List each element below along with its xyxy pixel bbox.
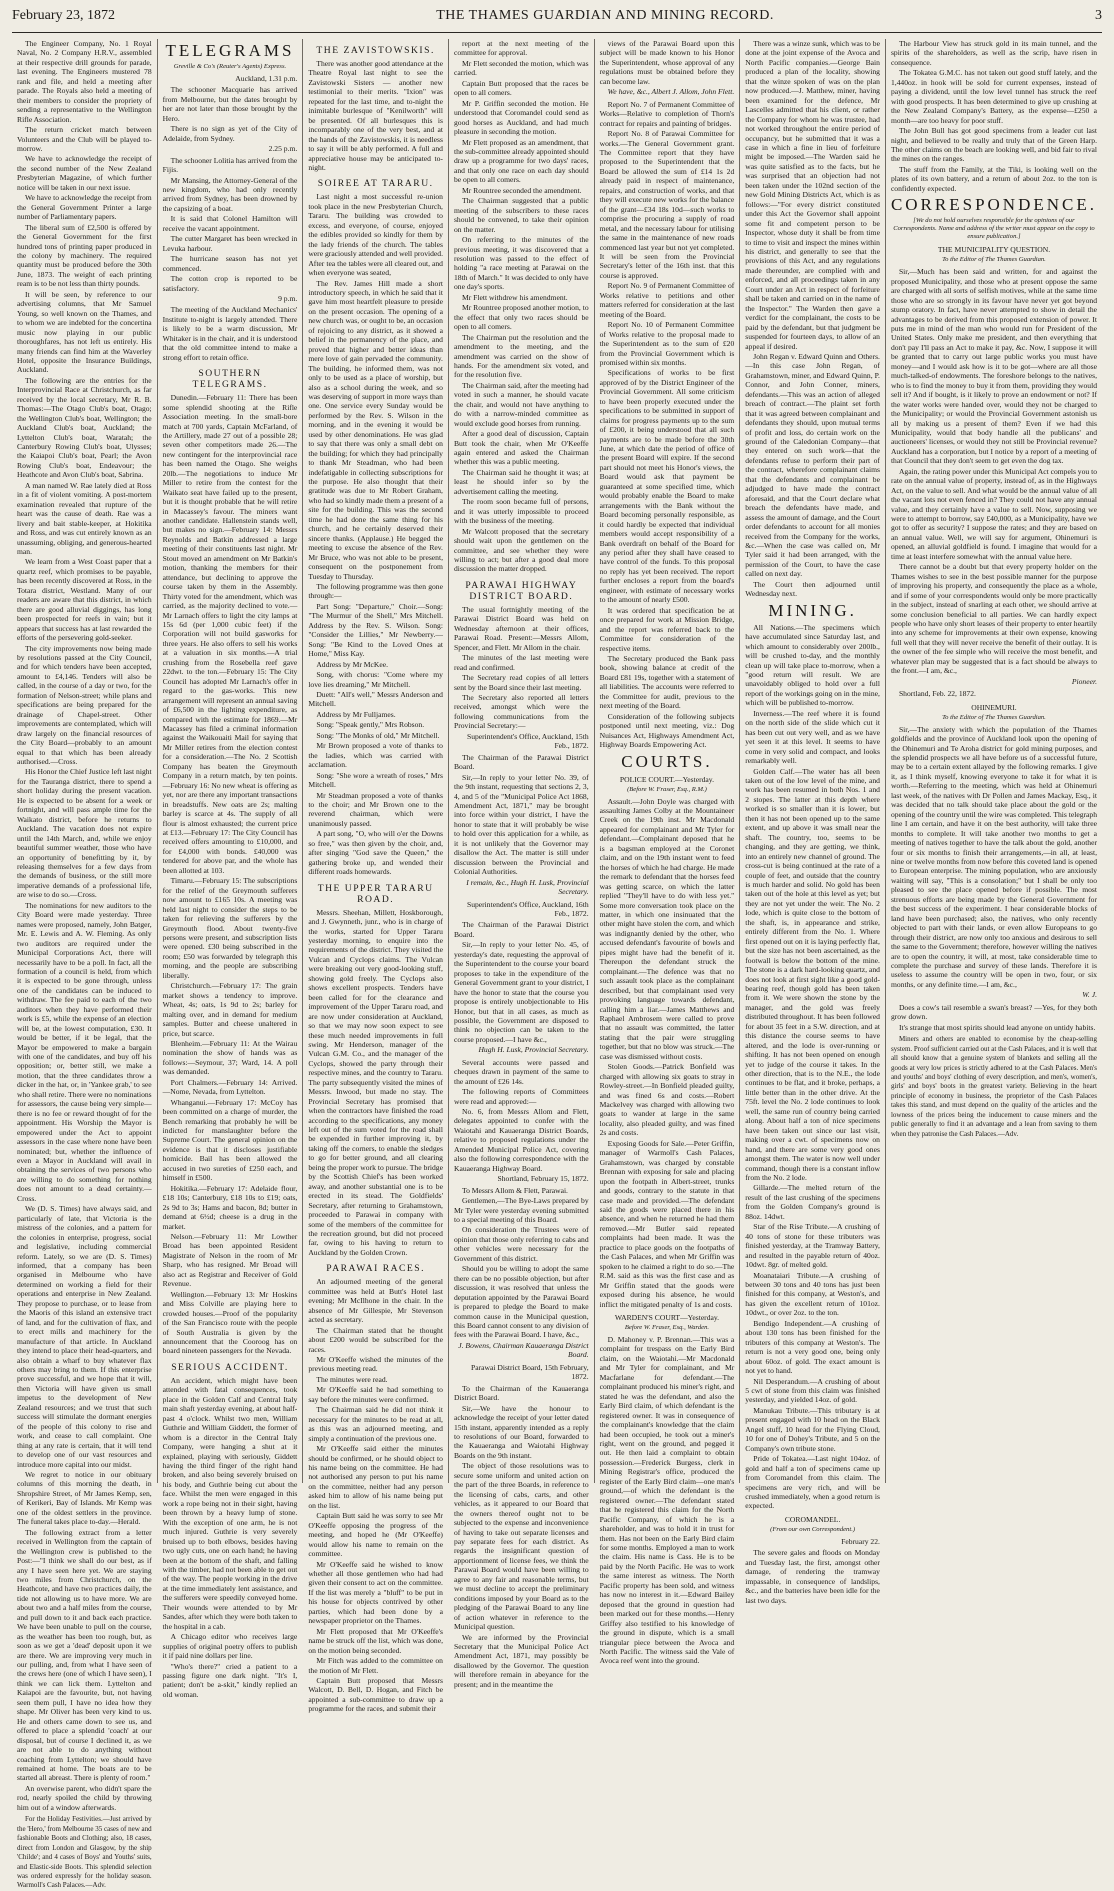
article-paragraph: Inverness.—The reef where it is found on the north side of the slide which cut it has been cut out very well, and as we have yet seen it at this level. It seems to have come in very solid and compact, and looks remarkably well. bbox=[745, 708, 880, 766]
article-paragraph: Hokitika.—February 17: Adelaide flour, £18 10s; Canterbury, £18 10s to £19; oats, 2s 9d to 3s; Hams and bacon, 8d; butter in demand at 6½d; cheese is a drug in the market. bbox=[162, 1183, 298, 1231]
article-paragraph: We regret to notice in our obituary columns of this morning the death, in Shropshire Street, of Mr James Kemp, sen, of Kerikeri, Bay of Islands. Mr Kemp was one of the oldest settlers in the province. The funeral takes place to-day.—Herald. bbox=[17, 1469, 152, 1527]
article-paragraph: The following are the entries for the Interprovincial Race at Christchurch, as far received by the local secretary, Mr R. B. Thomas:—The Otago Club's boat, Otago; the Wellington Club's boat, Wellington; the Auckland Club's boat, Auckland; the Lyttelton Club's boat, Waratah; the Canterbury Rowing Club's boat, Ulysses; the Kaiapoi Club's boat, Pearl; the Avon Rowing Club's boat, Endeavour; the Heathcote and Avon Club's boat, Sabrina. bbox=[17, 375, 152, 480]
article-paragraph: Mr Mansing, the Attorney-General of the new kingdom, who had only recently arrived from Sydney, has been drowned by the capsizing of a boat. bbox=[162, 175, 298, 213]
article-paragraph: Mr Walcott proposed that the secretary should wait upon the gentlemen on the committee, and see whether they were willing to act; but after a good deal more discussion the matter dropped. bbox=[453, 526, 589, 574]
article-paragraph: Sir,—We have the honour to acknowledge the receipt of your letter dated 15th instant, apparently intended as a reply to resolutions of our Board, forwarded to the Kauaeranga and Waiotahi Highway Boards on the 9th instant. bbox=[453, 1403, 589, 1460]
article-paragraph: Mr O'Keeffe wished the minutes of the previous meeting read. bbox=[308, 1355, 443, 1374]
article-paragraph: The Chairman of the Parawai District Board. bbox=[453, 920, 589, 939]
article-paragraph: Song: "Speak gently," Mrs Robson. bbox=[316, 720, 425, 730]
section-heading: COURTS. bbox=[621, 751, 713, 771]
article-paragraph: Part Song: "Departure," Choir.—Song: "The Murmur of the Shell," Mrs Mitchell. Address by the Rev. S. Wilson. Song: "Consider the Lillies," Mr Newberry.—Song: "Be Kind to the Loved Ones at Home," Miss Kay. bbox=[308, 601, 443, 659]
article-paragraph: Nelson.—February 11: Mr Lowther Broad has been appointed Resident Magistrate of Nelson in the room of Mr Sharp, who has resigned. Mr Broad will also act as Registrar and Receiver of Gold Revenue. bbox=[162, 1232, 298, 1289]
article-paragraph: Mr Rountree seconded the amendment. bbox=[461, 185, 582, 195]
article-paragraph: "Who's there?" cried a patient to a passing figure one dark night. "It's I, patient; don't be a-skit," kindly replied an old woman. bbox=[162, 1661, 298, 1699]
article-paragraph: Port Chalmers.—February 14: Arrived.—Nome, Nevada, from Lyttelton. bbox=[162, 1077, 298, 1097]
article-paragraph: The cutter Margaret has been wrecked in Levuka harbour. bbox=[162, 234, 298, 253]
article-paragraph: Consideration of the following subjects postponed until next meeting, viz.: Dog Nuisances Act, Highways Amendment Act, Highway Boards Empowering Act. bbox=[599, 711, 735, 750]
article-paragraph: The Engineer Company, No. 1 Royal Naval, No. 2 Company H.R.V., assembled at their respective drill grounds for parade, last evening. The Engineers mustered 78 rank and file, and held a meeting after parade. The Royals also held a meeting of their members to consider the propriety of sending a representative to the Wellington Rifle Association. bbox=[17, 39, 152, 124]
article-paragraph: Golden Calf.—The water has all been taken out of the low level of the mine, and work has been resumed in both Nos. 1 and 2 stopes. The latter at this depth where worked is so smaller than it is lower, but then it has not been opened up to the same extent, and up above it was small near the shaft. The country, too, seems to be changing, and they are getting, we think, into an entirely new channel of ground. The cross-cut is being continued at the rate of a couple of feet, and outside that the country is much harder and solid. No gold has been taken out of the hole at this level as yet; but they are not yet under the weir. The No. 2 lode, which is quite close to the bottom of the shaft, is, in appearance and strike, entirely different from the No. 1. Where first opened out on it is laying perfectly flat, but the size has not been ascertained, as the footwall is below the bottom of the mine. The stone is a dark hard-looking quartz, and does not look at first sight like a good gold-bearing reef, though gold has been taken from it. We were shown the stone by the manager, and the gold was freely distributed throughout. It has been followed for about 35 feet in a S.W. direction, and at this distance the course seems to have altered, and the lode is over-running or shifting. It has not been opened on enough yet to judge of the course it takes. In the other direction, that is to the N.E., the lode continues to be flat, and it broke, perhaps, a little better than in the other drive. At the 75ft. level the No. 2 lode continues to look well, the same run of country being carried along. About half a ton of nice specimens have been taken out since our last visit, making over a cwt. of specimens now on hand, and there are some very good ones amongst them. The water is now well under command, though there is a constant inflow from the No. 2 lode. bbox=[745, 766, 880, 1183]
article-paragraph: It is said that Colonel Hamilton will receive the vacant appointment. bbox=[162, 214, 298, 233]
article-paragraph: Last night a most successful re-union took place in the new Presbyterian Church, Tararu. The building was crowded to excess, and everyone, of course, enjoyed the edibles provided so kindly for them by the lady friends of the church. The tables were graciously attended and well provided. After tea the tables were all cleared out, and when everyone was seated, bbox=[308, 192, 443, 278]
article-paragraph: It's strange that most spirits should lead anyone on untidy habits. bbox=[898, 1022, 1096, 1032]
article-paragraph: The following programme was then gone through:— bbox=[308, 582, 443, 601]
section-heading: CORRESPONDENCE. bbox=[890, 195, 1097, 215]
article-paragraph: To Messrs Allom & Flett, Parawai. bbox=[461, 1185, 568, 1195]
article-paragraph: It was ordered that specification be at once prepared for work at Mission Bridge, and the report was referred back to the Committee for consideration of the respective items. bbox=[599, 605, 735, 653]
byline: (Before W. Fraser, Esq., R.M.) bbox=[627, 785, 707, 793]
article-heading: THE UPPER TARARU ROAD. bbox=[317, 882, 434, 905]
article-paragraph: There was another good attendance at the Theatre Royal last night to see the Zavistowski Sisters — another new testimonial to their merits. "Ixion" was repeated for the last time, and to-night the inimitable burlesque of "Kenilworth" will be presented. Of all burlesques this is incomparably one of the very best, and at the hands of the Zavistowskis, it is needless to say it will be ably performed. A full and appreciative house may be anticipated to-night. bbox=[308, 59, 443, 172]
article-paragraph: Captain Butt proposed that the races be open to all comers. bbox=[453, 78, 589, 98]
article-paragraph: Mr Steadman proposed a vote of thanks to the choir; and Mr Brown one to the reverend chairman, which were unanimously passed. bbox=[308, 790, 443, 828]
article-paragraph: Address by Mr McKee. bbox=[316, 659, 389, 669]
byline: Greville & Co's (Reuter's Agents) Express. bbox=[173, 63, 287, 70]
article-paragraph: Captain Butt proposed that Messrs Walcott, D. Bell, D. Hogan, and Fitch be appointed a sub-committee to draw up a programme for the races, and submit their bbox=[308, 1675, 443, 1714]
article-paragraph: After a good deal of discussion, Captain Butt took the chair, when Mr O'Keeffe again entered and asked the Chairman whether this was a public meeting. bbox=[453, 429, 589, 467]
article-heading: PARAWAI RACES. bbox=[326, 1263, 426, 1275]
article-paragraph: Star of the Rise Tribute.—A crushing of 40 tons of stone for these tributers was finished yesterday, at the Tramway Battery, and resulted in the payable return of 40oz. 10dwt. 8gr. of melted gold. bbox=[745, 1222, 880, 1270]
article-paragraph: On referring to the minutes of the previous meeting, it was discovered that a resolution was passed to the effect of holding "a race meeting at Parawai on the 18th of March." It was decided to only have one day's sports. bbox=[453, 235, 589, 292]
article-paragraph: Several accounts were passed and cheques drawn in payment of the same to the amount of £26 14s. bbox=[453, 1057, 589, 1086]
article-paragraph: On consideration the Trustees were of opinion that those only referring to cabs and other vehicles were necessary for the Government of this district. bbox=[453, 1225, 589, 1263]
article-paragraph: The John Bull has got good specimens from a leader cut last night, and believed to be really and truly that of the Green Harp. The other claims on the beach are looking well, and bid fair to rival the mines on the ranges. bbox=[890, 126, 1097, 164]
article-paragraph: Report No. 8 of Parawai Committee for works.—The General Government grant. The Committee report that they have proposed to the Superintendent that the Board be allowed the sum of £14 1s 2d already paid in respect of maintenance, repairs, and construction of works, and that they will execute new works for the balance of the grant—£34 18s 10d—such works to comprise the procuring a supply of road metal, and the necessary labour for utilising the same in the maintenance of new roads commenced last year but not yet completed. It will be seen from the Provincial Secretary's letter of the 16th inst. that this course is approved. bbox=[599, 129, 735, 280]
article-paragraph: Stolen Goods.—Patrick Bonfield was charged with allowing six goats to stray in Rowley-street.—In Bonfield pleaded guilty, and was fined 6s and costs.—Robert Mackelvey was charged with allowing two goats to wander at large in the same locality, also pleaded guilty, and was fined 2s and costs. bbox=[599, 1062, 735, 1138]
article-paragraph: Miners and others are enabled to economise by the cheap-selling system. Proof sufficient carried out at the Cash Palaces, and it is well that all should know that a genuine system of blankets and selling all the goods at very low prices is strictly adhered to at the Cash Palaces. Men's and youths' and boys' clothing of every description, and men's, women's, girls' and boys' boots in the greatest variety. Believing in the heart principle of economy in business, the proprietor of the Cash Palaces takes this stand, and must depend on the quality of the articles and the lowness of the prices being the inducement to cause miners and the public generally to find it an advantage and a lean from saving to them when they patronise the Cash Palaces.—Adv. bbox=[890, 1035, 1097, 1138]
column-2 bbox=[157, 39, 303, 1699]
article-paragraph: The minutes of the last meeting were read and confirmed. bbox=[453, 653, 589, 672]
article-paragraph: Report No. 7 of Permanent Committee of Works—Relative to completion of Thorn's contract for repairs and painting of bridges. bbox=[599, 99, 735, 128]
article-paragraph: Mr Brown proposed a vote of thanks to the ladies, which was carried with acclamation. bbox=[308, 741, 443, 770]
article-paragraph: Duett: "All's well," Messrs Anderson and Mitchell. bbox=[308, 690, 443, 709]
article-paragraph: For the Holiday Festivities.—Just arrived by the 'Hero,' from Melbourne 35 cases of new and fashionable Boots and Clothing; also, 18 cases, direct from London and Glasgow, by the ship 'Childe'; and 4 cases of Boys' and Youths' suits, and Elastic-side Boots. This splendid selection was ordered expressly for the holiday season. Warmoll's Cash Palaces.—Adv. bbox=[17, 1815, 152, 1890]
article-paragraph: Report No. 9 of Permanent Committee of Works relative to petitions and other matters referred for consideration at the last meeting of the Board. bbox=[599, 281, 735, 319]
article-heading: SERIOUS ACCIDENT. bbox=[171, 1361, 289, 1373]
article-paragraph: The Chairman said he thought it was; at least he should infer so by the advertisement calling the meeting. bbox=[453, 467, 589, 496]
article-paragraph: Mr Flett proposed that Mr O'Keeffe's name be struck off the list, which was done, on the motion being seconded. bbox=[308, 1626, 443, 1655]
article-paragraph: The Secretary read copies of all letters sent by the Board since their last meeting. bbox=[453, 673, 589, 692]
article-paragraph: The city improvements now being made by resolutions passed at the City Council, and for which tenders have been accepted, amount to £4,146. Tenders will also be called, in the course of a day or two, for the formation of Nelson-street; while plans and specifications are being prepared for the drainage of Chapel-street. Other improvements are contemplated, which will draw largely on the financial resources of the City Board—probably to an amount equal to that which has been already authorised.—Cross. bbox=[17, 643, 152, 766]
article-paragraph: The Secretary produced the Bank pass book, showing balance at credit of the Board £81 19s, together with a statement of all liabilities. The accounts were referred to the Committee for audit, previous to the next meeting of the Board. bbox=[599, 654, 735, 711]
byline: [We do not hold ourselves responsible for the opinions of our Correspondents. Name and address of the writer must appear on the copy to ensure publication.] bbox=[893, 217, 1095, 241]
article-paragraph: His Honor the Chief Justice left last night for the Tauranga district, there to spend a short holiday during the present vacation. He is expected to be absent for a week or fortnight, and will pass ample time for the Waikato district, before he returns to Auckland. The vacation does not expire until the 14th March, and, while we enjoy beautiful summer weather, those who have an opportunity of benefitting by it, by releasing themselves for a few days from the demands of business, or the still more imperative demands of a professional life, are wise to do so.—Cross. bbox=[17, 767, 152, 900]
article-paragraph: The nominations for new auditors to the City Board were made yesterday. Three names were proposed, namely, John Batger, Mr. E. Lewis and A. W. Fleming. As only two auditors are required under the Municipal Corporations Act, there will necessarily have to be a poll. In fact, all the formation of a council is held, from which it is expected to be gone through, unless one of the candidates can be induced to withdraw. The fee paid to each of the two auditors when they have performed their work is £5, while the expense of an election will be, at the lowest computation, £30. It would be better, if it be legal, that the Mayor be empowered to make a bargain with one of the candidates, and buy off his opposition; or, better still, we make a motion, that the three candidates throw a dicker in the hat, or, in 'Yankee grab,' to see who shall retire. There were no nominations for assessors, the cause being very simple—there is no fee or reward thought of for the appointment. His Worship the Mayor is empowered under the Act to appoint assessors in the case where none have been nominated; but, whether the influence of even a Mayor in Auckland will avail in obtaining the services of two persons who are willing to do something for nothing does not amount to a dead certainty.—Cross. bbox=[17, 900, 152, 1203]
article-paragraph: Mr P. Griffin seconded the motion. He understood that Coromandel could send as good horses as Auckland, and had much pleasure in seconding the motion. bbox=[453, 98, 589, 137]
article-paragraph: Blenheim.—February 11: At the Wairau nomination the show of hands was as follows:—Seymour, 37; Ward, 14. A poll was demanded. bbox=[162, 1038, 298, 1077]
article-paragraph: Mr Flett seconded the motion, which was carried. bbox=[453, 58, 589, 78]
article-paragraph: Timaru.—February 15: The subscriptions for the relief of the Greymouth sufferers now amount to £165 10s. A meeting was held last night to consider the steps to be taken for relieving the sufferers by the Greymouth flood. About twenty-five persons were present, and subscription lists were opened. £30 being subscribed in the room; £50 was forwarded by telegraph this morning, and the people are subscribing liberally. bbox=[162, 876, 298, 980]
column-4 bbox=[448, 39, 594, 1689]
article-paragraph: A part song, "O, who will o'er the Downs so free," was then given by the choir, and, after singing "God save the Queen," the gathering broke up, and wended their different roads homewards. bbox=[308, 829, 443, 877]
article-paragraph: Sir,—In reply to your letter No. 45, of yesterday's date, requesting the approval of the Superintendent to the course your board proposes to take in the expenditure of the General Government grant to your district, I have the honor to state that the course you propose is entirely unobjectionable to His Honor, but that in all cases, as much as possible, the Government are disposed to think no objection can be taken to the course proposed.—I have &c., bbox=[453, 940, 589, 1044]
article-paragraph: Song: "The Monks of old," Mr Mitchell. bbox=[316, 730, 440, 740]
article-paragraph: report at the next meeting of the committee for approval. bbox=[453, 39, 589, 58]
article-paragraph: Address by Mr Fulljames. bbox=[316, 709, 396, 719]
article-paragraph: The Harbour View has struck gold in its main tunnel, and the spirits of the shareholders, as well as the scrip, have risen in consequence. bbox=[890, 39, 1097, 67]
article-paragraph: Manukau Tribute.—This tributary is at present engaged with 10 head on the Black Angel stuff, 10 head for the Flying Cloud, 10 for one of Dohey's Tribute, and 5 on the Company's own tribute stone. bbox=[745, 1405, 880, 1453]
article-heading: PARAWAI HIGHWAY DISTRICT BOARD. bbox=[465, 579, 578, 602]
page-number: 3 bbox=[1095, 8, 1102, 23]
article-paragraph: The Rev. James Hill made a short introductory speech, in which he said that it gave him most heartfelt pleasure to preside on the present occasion. The opening of a new church was, or ought to be, an occasion of rejoicing to any district, as it showed a belief in the permanency of the place, and proved that higher and better ideas than mere love of gain pervaded the community. The building, he informed them, was not only to be used as a place of worship, but also as a school during the week, and so was deserving of support in more ways than one. One service every Sunday would be performed by the Rev. S. Wilson in the morning, and in the evening it would be used by other denominations. He was glad to say that there was only a small debt on the building; for which they had principally to thank Mr Steadman, who had been indefatigable in collecting subscriptions for the purpose. He also thought that their gratitude was due to Mr Robert Graham, who had so kindly made them a present of a site for the building. This was the second time he had done the same thing for his church, and he certainly deserved their sincere thanks. (Applause.) He begged the meeting to excuse the absence of the Rev. Mr Bruce, who was not able to be present, consequent on the postponement from Tuesday to Thursday. bbox=[308, 278, 443, 581]
dateline: 9 p.m. bbox=[278, 293, 298, 303]
byline: To the Editor of The Thames Guardian. bbox=[942, 256, 1046, 264]
article-paragraph: The return cricket match between Volunteers and the Club will be played to-morrow. bbox=[17, 125, 152, 153]
column-7 bbox=[885, 39, 1102, 1483]
columns bbox=[12, 39, 1102, 1890]
article-paragraph: Song: "She wore a wreath of roses," Mrs Mitchell. bbox=[308, 770, 443, 790]
column-3 bbox=[302, 39, 448, 1714]
sub-heading: WARDEN'S COURT—Yesterday. bbox=[614, 1313, 720, 1322]
article-paragraph: Captain Butt said he was sorry to see Mr O'Keeffe opposing the progress of the meeting, and hoped he (Mr O'Keeffe) would allow his name to remain on the committee. bbox=[308, 1511, 443, 1559]
masthead bbox=[12, 8, 1102, 28]
article-paragraph: Pride of Tokatea.—Last night 104oz. of gold and half a ton of specimens came up from Coromandel from this claim. The specimens are very rich, and will be crushed immediately, when a good return is expected. bbox=[745, 1454, 880, 1511]
article-paragraph: Should you be willing to adopt the same there can be no possible objection, but after discussion, it was resolved that unless the deputation appointed by the Parawai Board is prepared to pledge the Board to make common cause in the Municipal question, this Board cannot consent to any division of fees with the Parawai Board. I have, &c., bbox=[453, 1264, 589, 1340]
article-paragraph: The following reports of Committees were read and approved:— bbox=[453, 1087, 589, 1106]
article-paragraph: Mr O'Keeffe said he wished to know whether all those gentlemen who had had given their consent to act on the committee. If the list was merely a "bluff" to be put in his house for objects contrived by other parties, which had been done by a newspaper proprietor on the Thames. bbox=[308, 1559, 443, 1626]
article-paragraph: Again, the rating power under this Municipal Act compels you to rate on the annual value of property, instead of, as in the Highways Act, on the value to sell. And what would be the annual value of all the vacant lots not even fenced in? They could not have any annual value, and they certainly have a value to sell. Now, supposing we were to attempt to borrow, say £40,000, as a Municipality, have we got to offer as security? I suppose the rates; and they are based on an annual value. Well, we will say for argument, Ohinemuri is opened, an alluvial goldfield is found. I imagine that would for a time at least interfere somewhat with the annual value here. bbox=[890, 466, 1097, 561]
article-paragraph: The Chairman said, after the meeting had voted in such a manner, he should vacate the chair, and would not have anything to do with a narrow-minded committee as would exclude good horses from running. bbox=[453, 380, 589, 428]
signature: We have, &c., Albert J. Allom, John Flett. bbox=[607, 87, 735, 97]
article-paragraph: The schooner Macquarie has arrived from Melbourne, but the dates brought by her are not later than those brought by the Hero. bbox=[162, 85, 298, 123]
article-paragraph: Song, with chorus: "Come where my love lies dreaming," Mr Mitchell. bbox=[308, 670, 443, 689]
byline: To the Editor of The Thames Guardian. bbox=[942, 713, 1046, 721]
signature: I remain, &c., Hugh H. Lusk, Provincial Secretary. bbox=[466, 877, 589, 897]
article-paragraph: All Nations.—The specimens which have accumulated since Saturday last, and which amount to considerably over 200lb., will be crushed to-day, and the monthly clean up will take place to-morrow, when a "good return will result. We are unavoidably obliged to hold over a full report of the workings going on in the mine, which will be published to-morrow. bbox=[745, 622, 880, 708]
article-paragraph: Sir,—In reply to your letter No. 39, of the 9th instant, requesting that sections 2, 3, 4, and 5 of the "Municipal Police Act 1868, Amendment Act, 1871," may be brought into force within your district, I have the honor to state that it will probably be wise to hold over this application for a while, as it is not unlikely that the Governor may disallow the Act. The matter is still under discussion between the Provincial and Colonial Authorities. bbox=[453, 772, 589, 877]
article-paragraph: A man named W. Rae lately died at Ross in a fit of violent vomiting. A post-mortem examination revealed that rupture of the heart was the cause of death. Rae was a livery and bait stable-keeper, at Hokitika and Ross, and was cut entirely known as an unassuming, obliging, and generous-hearted man. bbox=[17, 480, 152, 557]
dateline: Shortland, February 15, 1872. bbox=[497, 1174, 589, 1184]
masthead-rule bbox=[12, 32, 1102, 33]
article-paragraph: Dunedin.—February 11: There has been some splendid shooting at the Rifle Association meeting. In the small-bore match at 700 yards, Captain McFarland, of the Artillery, made 27 out of a possible 28; seven other competitors made 26.—The new contingent for the interprovincial race has been named the Otago. She weighs 20lb.—The negotiations to induce Mr Miller to retire from the contest for the Waikato seat have failed up to the present, but it is thought probable that he will retire in Macassey's favour. The miners want another candidate. Hallenstein stands well, but makes no sign.—February 14: Messrs Reynolds and Batkin addressed a large meeting of their constituents last night. Mr Stout moved an amendment on Mr Batkin's motion, thanking the members for their attendance, but declining to approve the course taken by them in the Assembly. Thirty voted for the amendment, which was carried, as the majority declined to vote.—Mr Larnach offers to light the city lamps at 15s 6d (per 1,000 cubic feet) if the Corporation will not build gasworks for three years. He also offers to sell his works at a valuation in six months.—A trial crushing from the Rosebella reef gave 22dwt. to the ton.—February 15: The City Council has adopted Mr Larnach's offer in regard to the gas-works. This new arrangement will represent an annual saving of £6,500 in the lighting expenditure, as compared with the estimate for 1869.—Mr Macassey has filed a criminal information against the Waikouaiti Mail for saying that Mr Miller retires from the election contest for a consideration.—The No. 2 Scottish Company has beaten the Greymouth Company in a return match, by ten points.—February 16: No new wheat is offering as yet, nor are there any important transactions in breadstuffs. New oats are 2s; malting barley is scarce at 4s. The supply of all flour is almost exhausted; the current price at £13.—February 17: The City Council has received offers amounting to £10,000, and for £4,000 with bonds. £40,000 was tendered for above par, and the whole has been allotted at 103. bbox=[162, 393, 298, 875]
article-paragraph: Whanganui.—February 17: McCoy has been committed on a charge of murder, the Bench remarking that probably he will be indicted for manslaughter before the Supreme Court. The general opinion on the evidence is that it discloses justifiable homicide. Bail has been allowed the accused in two sureties of £250 each, and himself in £500. bbox=[162, 1097, 298, 1183]
article-paragraph: Bendigo Independent.—A crushing of about 130 tons has been finished for the tributers of this company at Weston's. The return is not a very good one, being only about 60oz. of gold. The exact amount is not yet to hand. bbox=[745, 1318, 880, 1376]
article-paragraph: A Chicago editor who receives large supplies of original poetry offers to publish it if paid nine dollars per line. bbox=[162, 1632, 298, 1661]
article-paragraph: Mr O'Keeffe said he had something to say before the minutes were confirmed. bbox=[308, 1385, 443, 1404]
column-1 bbox=[12, 39, 157, 1890]
article-heading: THE ZAVISTOWSKIS. bbox=[316, 45, 435, 56]
signature: J. Bowens, Chairman Kauaeranga District Board. bbox=[458, 1340, 589, 1360]
dateline: Auckland, 1.31 p.m. bbox=[235, 74, 298, 83]
article-paragraph: The Tokatea G.M.C. has not taken out good stuff lately, and the 1,440oz. in hook will be sold for current expenses, instead of paying a dividend, until the low level tunnel has struck the reef with good prospects. It has been determined to give up crushing at the New Zealand Company's Battery, as the expense—£250 a month—are too heavy for poor stuff. bbox=[890, 68, 1097, 125]
article-paragraph: We learn from a West Coast paper that a quartz reef, which promises to be payable, has been recently discovered at Ross, in the Totara district, Westland. Many of our readers are aware that this district, in which there are good alluvial diggings, has long been prospected for reefs in vain; but it appears that success has at last rewarded the efforts of the persevering gold-seeker. bbox=[17, 557, 152, 643]
article-paragraph: An accident, which might have been attended with fatal consequences, took place in the Golden Calf and Central Italy main shaft yesterday evening, at about half-past 4 o'clock. Whilst two men, William Guthrie and William Giddett, the former of whom is a director in the Central Italy Company, were hanging a shut at it explained, playing with seriously, Giddett having the third finger of the right hand broken, and also being severely bruised on his body, and Guthrie being cut about the face. Whilst the men were engaged in this work a rope being not in their sight, having been thrown by a heavy lump of stone. With the exception of one arm, he is not much injured. Guthrie is very severely bruised up to both elbows, besides having two ugly cuts, one on each hand; he having been at the bottom of the shaft, and falling with the timber, had not been able to get out of the way. The people working in the drive at the time immediately lent assistance, and the sufferers were speedily conveyed home. Their wounds were attended to by Mr Sandes, after which they were both taken to the hospital in a cab. bbox=[162, 1375, 298, 1631]
article-paragraph: Mr Fitch was added to the committee on the motion of Mr Flett. bbox=[308, 1656, 443, 1675]
article-heading: SOUTHERN TELEGRAMS. bbox=[192, 368, 268, 391]
article-paragraph: Mr Flett proposed as an amendment, that the sub-committee already appointed should draw up a programme for two days' races, and that only one race on each day should be open to all comers. bbox=[453, 137, 589, 185]
article-paragraph: The Chairman of the Parawai District Board. bbox=[453, 752, 589, 772]
dateline: Superintendent's Office, Auckland, 16th Feb., 1872. bbox=[466, 899, 589, 918]
article-paragraph: The Secretary also reported all letters received, amongst which were the following communications from the Provincial Secretary:— bbox=[453, 693, 589, 731]
issue-date: February 23, 1872 bbox=[12, 8, 116, 23]
article-paragraph: The hurricane season has not yet commenced. bbox=[162, 254, 298, 273]
newspaper-title: THE THAMES GUARDIAN AND MINING RECORD. bbox=[436, 8, 774, 23]
sub-heading: COROMANDEL. bbox=[784, 1514, 841, 1524]
article-paragraph: No. 6, from Messrs Allom and Flett, delegates appointed to confer with the Waiotahi and Kauaeranga District Boards, relative to proposed regulations under the Amended Municipal Police Act, covering also the following correspondence with the Kauaeranga Highway Board. bbox=[453, 1107, 589, 1173]
article-paragraph: Sir,—The anxiety with which the population of the Thames goldfields and the province of Auckland look upon the opening of the Ohinemuri and Te Aroha district for gold mining purposes, and the splendid prospects we all have before us of a successful future, may be to a certain extent allayed by the following remarks. I give it, as I think myself, knowing everyone to take it for what it is worth.—Referring to the meeting, which was held at Ohinemuri last week, of the natives with Dr Pollen and James Mackay, Esq., it was decided that no talk should take place about the gold or the opening of the country until the wire was completed. This telegraph line I am certain, and have it on the best authority, will take three months to complete. It will take another two months to get a meeting of natives together to have the talk about the gold, another four or six months to finish their arrangements,—in all, at least, nine or twelve months from now before this coveted land is opened to European enterprise. The mining population, who are anxiously waiting will say, "This is a consolation;" but I shall be only too pleased to see the place opened before if possible. The most strenuous efforts are being made by the General Government for the best success of the experiment. I hear considerable blocks of land have been purchased; also, the natives, who only recently objected to part with their lands, or even allow Europeans to go through their district, are now only too anxious and desirous to sell the same to the Government; therefore, however willing the natives are to open the country, it will, at most, take considerable time to complete the purchase and survey of these lands. Therefore it is useless to assume the country will be open in two, four, or six months, or any definite time.—I am, &c., bbox=[890, 724, 1097, 989]
dateline: 2.25 p.m. bbox=[268, 144, 298, 154]
article-paragraph: To the Chairman of the Kauaeranga District Board. bbox=[453, 1383, 589, 1403]
article-paragraph: views of the Parawai Board upon this subject will be made known to his Honor the Superintendent, whose approval of any regulations must be obtained before they can become law. bbox=[599, 39, 735, 86]
article-paragraph: Mr O'Keeffe said either the minutes should be confirmed, or he should object to his name being on the committee. He had not authorised any person to put his name on the committee, neither had any person asked him to allow of his name being put on the list. bbox=[308, 1444, 443, 1510]
article-paragraph: D. Mahoney v. P. Brennan.—This was a complaint for trespass on the Early Bird claim, on the Waiotahi.—Mr Macdonald and Mr Tyler for complainant, and Mr Macfarlane for defendant.—The complainant produced his miner's right, and stated he was the defendant, and also the Early Bird claim, of which defendant is the registered owner. It was in consequence of the complainant's knowledge that the claim had been occupied, he took out a miner's right, went on the ground, and pegged it out. He then laid a complaint to obtain possession.—Frederick Burgess, clerk in Mining Registrar's office, produced the register of the Early Bird claim—one man's ground,—of which the defendant is the registered owner.—The defendant stated that he registered this claim for the North Pacific Company, of which he is a shareholder, and was to hold it in trust for them. Has not been on the Early Bird claim for some months. Employed a man to work the claim. His name is Cass. He is to be paid by the North Pacific. He was to work the same interest as witness. The North Pacific property has been sold, and witness has now no interest in it.—Edward Bailey deposed that the ground in question had been marked out for these months.—Henry Griffey also testified to his knowledge of the ground in dispute, which is a small triangular piece between the Avoca and North Pacific. The witness said the Vale of Avoca reef went into the ground. bbox=[599, 1335, 735, 1666]
article-paragraph: The following extract from a letter received in Wellington from the captain of the Wellington crew is published to the Post:—"I think we shall do our best, as if any I have seen here yet. We are staying two miles from Christchurch, on the Heathcote, and have two practices daily, the tide not allowing us to have more. We are about two and a half miles from the course, and pull down to it and back each practice. We have been unable to pull on the course, as the weather has been too rough, but, as soon as we get a 'dead' deposit upon it we are there. We are improving very much in our pulling, and, from what I have seen of the crews here (one of which I have seen), I think we can lick them. Lyttelton and Kaiapoi are the favourite, but, not having seen them pull, I have no idea how they shape. Mr Oliver has been very kind to us. He and others came down to see us, and offered to place a splendid 'coach' at our disposal, but of course I declined it, as we are not able to do anything without coaching from Lyttelton; we should have remained at home. The boats are to be started all abreast. There is plenty of room." bbox=[17, 1527, 152, 1783]
signature: W. J. bbox=[1082, 990, 1097, 1000]
article-paragraph: John Regan v. Edward Quinn and Others.—In this case John Regan, of Grahamstown, miner, and Edward Quinn, P. Connor, and John Conner, miners, defendants.—This was an action of alleged breach of contract.—The plaint set forth that it was agreed between complainant and defendants they should, upon mutual terms of profit and loss, do certain work on the ground of the Caledonian Company—that they entered on such work—that the defendants refuse to perform their part of the contract, wherefore complainant claims that the defendants and complainant be adjudged to have made the contract aforesaid, and that the Court declare what breach the defendants have made, and assess the amount of damage, and the Court order defendants to account for all monies received from the Company for the works, &c.—When the case was called on, Mr Tyler said it had been arranged, with the permission of the Court, to have the case called on next day. bbox=[745, 351, 880, 579]
article-paragraph: The cotton crop is reported to be satisfactory. bbox=[162, 274, 298, 293]
dateline: February 22. bbox=[841, 1536, 880, 1546]
article-paragraph: Sir,—Much has been said and written, for and against the proposed Municipality, and those who at present oppose the same are charged with all sorts of selfish motives, while at the same time those who are so strongly in its favour have never yet got beyond stump oratory. In fact, have never attempted to show in detail the advantages to be derived from this proposed extension of power. It puts me in mind of the man who would run for President of the United States. Only make me president, and then everything that don't pay I'll pass an Act to make it pay, &c. Now, I suppose it will be granted that to carry out large public works you must have money—and I would ask how is it to be got—where are all those much-talked-of endowments. The foreshore belongs to the natives, who is to find the money to buy it from them, providing they would sell it? And if bought, is it likely to prove an endowment or not? If the water works were handed over, would they not be charged to the Municipality; or would the Provincial Government astonish us all by making us a present of them? Even if we had this Municipality, would that body handle all the publicans' and auctioneers' licenses, or would they not still be Provincial revenue? Auckland has a corporation, but I notice by a report of a meeting of that Council that they don't seem to get even the dog tax. bbox=[890, 267, 1097, 466]
article-paragraph: Gillarde.—The melted return of the result of the last crushing of the specimens from the Golden Company's ground is 88oz. 14dwt. bbox=[745, 1183, 880, 1221]
article-paragraph: Messrs. Sheehan, Millett, Hoskborough, and J. Gwynneth, junr., who is in charge of the works, started for Upper Tararu yesterday morning, to enquire into the requirements of the district. They visited the Vulcan and Cyclops claims. The Vulcan were breaking out very good-looking stuff, showing gold freely. The Cyclops also shows excellent prospects. Tenders have been called for for the clearance and improvement of the Upper Tararu road, and are now under consideration at Auckland, so that we may now soon expect to see these much needed improvements in full swing. Mr Henderson, manager of the Vulcan G.M. Co., and the manager of the Cyclops, showed the party through their respective mines, and the country to Tararu. The party subsequently visited the mines of Messrs. Inwood, but made no stay. The Provincial Secretary has promised that when the contractors have finished the road according to the specifications, any money left out of the sum voted for the road shall be expended in further improving it, by taking off the corners, to enable the sledges to go for better ground, and all clearing being the proper work to pursue. The bridge by the Scottish Chief's has been worked away, and another substantial one is to be erected in its stead. The Goldfields' Secretary, after returning to Grahamstown, proceeded to Parawai in company with some of the members of the committee for the recreation ground, but did not proceed far, owing to his having to return to Auckland by the Golden Crown. bbox=[308, 907, 443, 1257]
article-paragraph: Does a cow's tail resemble a swan's breast? —Yes, for they both grow down. bbox=[890, 1002, 1097, 1022]
article-paragraph: The Chairman said he did not think it necessary for the minutes to be read at all, as this was an adjourned meeting, and simply a continuation of the previous one. bbox=[308, 1405, 443, 1443]
sub-heading: THE MUNICIPALITY QUESTION. bbox=[937, 245, 1051, 255]
article-paragraph: The usual fortnightly meeting of the Parawai District Board was held on Wednesday afternoon at their offices, Parawai Road. Present:—Messrs Allom, Spencer, and Flett. Mr Allom in the chair. bbox=[453, 604, 589, 652]
article-paragraph: Shortland, Feb. 22, 1872. bbox=[898, 689, 976, 699]
article-paragraph: Report No. 10 of Permanent Committee of Works relative to the proposal made to the Superintendent as to the sum of £20 from the Provincial Government which is promised within six months. bbox=[599, 320, 735, 367]
article-paragraph: The minutes were read. bbox=[316, 1374, 388, 1384]
article-paragraph: Assault.—John Doyle was charged with assaulting James Colby at the Mountaineer Creek on the 19th inst. Mr Macdonald appeared for complainant and Mr Tyler for defendant.—Complainant deposed that he is a bagsman employed at the Coronet claim, and on the 19th instant went to feed the horses of which he had charge. He made the remark to defendant that the horses feed was getting scarce, on which the latter replied "They'll have to do with less yet." Some more conversation took place on the matter, in which one insinuated that the other might have stolen the corn, and which was indignantly denied by the other, who accused defendant's favourite of bowls and pipes might have had the benefit of it. Thereupon the defendant struck the complainant.—The defence was that no such assault took place as the complainant described, but that complainant used very provoking language towards defendant, calling him a liar.—James Matthews and Raphael Ambrosem were called to prove that no assault was committed, the latter stating that the pair were struggling together, but that no blow was struck.—The case was dismissed without costs. bbox=[599, 796, 735, 1061]
article-paragraph: The stuff from the Family, at the Tiki, is looking well on the plates of its own battery, and a return of about 2oz. to the ton is confidently expected. bbox=[890, 164, 1097, 193]
article-paragraph: The meeting of the Auckland Mechanics' Institute to-night is largely attended. There is likely to be a warm discussion, Mr Whitaker is in the chair, and it is understood that the old committee intend to make a strong effort to retain office. bbox=[162, 305, 298, 362]
article-paragraph: There cannot be a doubt but that every property holder on the Thames wishes to see in the best possible manner for the purpose of improving his property, and consequently the place as a whole, and if some of your correspondents would only be more practically in the subject, instead of snarling at each other, we should arrive at some conclusion beneficial to all parties. We can hardly expect people who have only short leases of their property to enter heartily into any scheme for improvements at their own expense, knowing full well that they will never receive the benefit of their outlay. It is the owner of the fee simple who will receive the most benefit, and whatever plan may be suggested that is a fact should be always to the front.—I am, &c., bbox=[890, 562, 1097, 676]
section-heading: TELEGRAMS bbox=[165, 41, 295, 60]
dateline: Superintendent's Office, Auckland, 15th Feb., 1872. bbox=[466, 731, 589, 751]
article-paragraph: The Chairman stated that he thought about £200 would be subscribed for the races. bbox=[308, 1325, 443, 1354]
article-paragraph: The Court then adjourned until Wednesday next. bbox=[745, 579, 880, 599]
article-paragraph: Wellington.—February 13: Mr Hoskins and Miss Colville are playing here to crowded houses.—Proof of the popularity of the San Francisco route with the people of South Australia is given by the announcement that the Cooroog has on board nineteen passengers for the Nevada. bbox=[162, 1289, 298, 1356]
article-paragraph: It will be seen, by reference to our advertising columns, that Mr Samuel Young, so well known on the Thames, and to whom we are indebted for the concertina music now playing in our public thoroughfares, has not left us entirely. His many friends can find him at the Waverley Hotel, opposite the Insurance Buildings, Auckland. bbox=[17, 289, 152, 375]
article-paragraph: There is no sign as yet of the City of Adelaide, from Sydney. bbox=[162, 124, 298, 143]
article-paragraph: The severe gales and floods on Monday and Tuesday last, the first, amongst other damage, of rendering the tramway impassable, in consequence of landslips, &c., and the batteries have been idle for the last two days. bbox=[745, 1548, 880, 1605]
article-paragraph: Mr Flett withdrew his amendment. bbox=[461, 292, 568, 302]
article-paragraph: The Chairman put the resolution and the amendment to the meeting, and the amendment was carried on the show of hands. For the amendment six voted, and for the resolution five. bbox=[453, 332, 589, 380]
sub-heading: POLICE COURT.—Yesterday. bbox=[619, 774, 715, 784]
section-heading: MINING. bbox=[768, 600, 857, 620]
dateline: Parawai District Board, 15th February, 1872. bbox=[471, 1362, 589, 1382]
column-6 bbox=[739, 39, 885, 1605]
signature: Hugh H. Lusk, Provincial Secretary. bbox=[478, 1045, 589, 1055]
article-paragraph: We have to acknowledge the receipt from the General Government Printer a large number of Parliamentary papers. bbox=[17, 193, 152, 222]
byline: Before W. Fraser, Esq., Warden. bbox=[624, 1324, 710, 1331]
article-paragraph: Moanataiari Tribute.—A crushing of between 30 tons and 40 tons has just been finished for this company, at Weston's, and has given the excellent return of 101oz. 10dwt., or over 2oz. to the ton. bbox=[745, 1270, 880, 1318]
article-paragraph: The liberal sum of £2,500 is offered by the General Government for the first hundred tons of printing paper produced in the colony by machinery. The required quantity must be produced before the 30th June, 1873. The weight of each printing ream is to be not less than thirty pounds. bbox=[17, 222, 152, 289]
article-paragraph: Mr Rountree proposed another motion, to the effect that only two races should be open to all comers. bbox=[453, 303, 589, 332]
column-5 bbox=[594, 39, 740, 1666]
article-paragraph: The Chairman suggested that a public meeting of the subscribers to these races should be convened, to take their opinion on the matter. bbox=[453, 196, 589, 234]
article-paragraph: We are informed by the Provincial Secretary that the Municipal Police Act Amendment Act, 1871, may possibly be disallowed by the Governor. The question will therefore remain in abeyance for the present; and in the meantime the bbox=[453, 1632, 589, 1689]
signature: Pioneer. bbox=[1071, 676, 1097, 686]
article-paragraph: There was a winze sunk, which was to be done at the joint expense of the Avoca and North Pacific companies.—George Bain produced a plan of the locality, showing that the winze spoken of was on the plan now produced.—J. Matthew, miner, having been examined for the defence, Mr Lascelles admitted that his client, or rather the Company for whom he was trustee, had not worked throughout the entire period of occupancy, but he submitted that it was a case in which a fine in lieu of forfeiture might be imposed.—The Warden said he was quite satisfied as to the facts, but he was surprised that an objection had not been taken under the 102nd section of the new Gold Mining Districts Act, which is as follows:—"For every district constituted under this Act the Governor shall appoint some fit and competent person to be Inspector, whose duty it shall be from time to time to visit and inspect the mines within his district, and generally to see that the provisions of this Act, and any regulations made thereunder, are complied with and enforced, and all proceedings taken in any Court under an Act in respect of forfeiture shall be taken and carried on in the name of the Inspector." The Warden then gave a verdict for the complainant, the costs to be paid by the defendant, but that judgment be suspended for fourteen days, to allow of an appeal if desired. bbox=[745, 39, 880, 351]
article-paragraph: An adjourned meeting of the general committee was held at Butt's Hotel last evening; Mr McIlhone in the chair. In the absence of Mr Gillespie, Mr Stevenson acted as secretary. bbox=[308, 1277, 443, 1325]
article-heading: SOIREE AT TARARU. bbox=[317, 178, 434, 190]
article-paragraph: Exposing Goods for Sale.—Peter Griffin, manager of Warmoll's Cash Palaces, Grahamstown, was charged by constable Brennan with exposing for sale and placing upon the footpath in Albert-street, trunks and goods, contrary to the statute in that case made and provided.—The defendant said the goods were placed there in his absence, and when he returned he had them removed.—Mr Butler said repeated complaints had been made. It was the practice to place goods on the footpaths of the Cash Palaces, and when Mr Griffin was spoken to he claimed a right to do so.—The R.M. said as this was the first case and as Mr Griffin stated that the goods were exposed during his absence, he would inflict the mitigated penalty of 1s and costs. bbox=[599, 1138, 735, 1309]
byline: (From our own Correspondent.) bbox=[770, 1525, 856, 1533]
article-paragraph: The room soon became full of persons, and it was utterly impossible to proceed with the business of the meeting. bbox=[453, 497, 589, 526]
article-paragraph: We (D. S. Times) have always said, and particularly of late, that Victoria is the mistress of the colonies, and a pattern for the colonies in enterprise, progress, social and legislative, including commercial reform. Lately, so we are (D. S. Times) informed, that a company has been organised in Melbourne who have determined on working a field for their operations and enterprise in New Zealand. They propose to purchase, or to lease from the Maoris of this island an extensive tract of land, and for the cultivation of flax, and to erect mills and machinery for the manufacture of that article. In Auckland they intend to place their head-quarters, and also obtain a wharf to buy whatever flax others may bring to them. If this enterprise prove successful, and we hope that it will, then Victoria will have given us small impetus to the development of New Zealand resources; and we trust that such success will stimulate the dormant energies of the people of this colony to rise and work, and cease to call complaint. One thing at any rate is certain, that it will tend to develop one of our vast resources and introduce more capital into our midst. bbox=[17, 1204, 152, 1469]
article-paragraph: Nil Desperandum.—A crushing of about 5 cwt of stone from this claim was finished yesterday, and yielded 14oz. of gold. bbox=[745, 1376, 880, 1405]
article-paragraph: Christchurch.—February 17: The grain market shows a tendency to improve. Wheat, 4s; oats, 1s 9d to 2s; barley for malting over, and in demand for medium samples. Butter and cheese unaltered in price, but scarce. bbox=[162, 981, 298, 1038]
article-paragraph: Gentlemen,—The Bye-Laws prepared by Mr Tyler were yesterday evening submitted to a special meeting of this Board. bbox=[453, 1196, 589, 1225]
article-paragraph: Specifications of works to be first approved of by the District Engineer of the Provincial Government. All some criticism to have been properly executed under the specifications to be submitted in support of claims for progress payments up to the sum of £200, it being understood that all such payments are to be made before the 30th June, at which date the period of office of the present Board will expire. If the second part should not meet his Honor's views, the Board would ask that payment be guaranteed at some specified time, which would probably enable the Board to make arrangements with the Bank without the Board becoming personally responsible, as it could hardly be expected that individual members would accept responsibility of a Bank overdraft on behalf of the Board for any period after they shall have ceased to have control of the funds. To this proposal no reply has yet been received. The report further encloses a report from the board's engineer, with estimate of necessary works to the amount of nearly £500. bbox=[599, 368, 735, 605]
article-paragraph: We have to acknowledge the receipt of the second number of the New Zealand Presbyterian Magazine, of which further notice will be taken in our next issue. bbox=[17, 154, 152, 192]
article-paragraph: The schooner Lolitia has arrived from the Fijis. bbox=[162, 155, 298, 175]
sub-heading: OHINEMURI. bbox=[971, 702, 1017, 712]
article-paragraph: An overwise parent, who didn't spare the rod, nearly spoiled the child by throwing him out of a window afterwards. bbox=[17, 1783, 152, 1812]
article-paragraph: The object of those resolutions was to secure some uniform and united action on the part of the three Boards, in reference to the licensing of cabs, carts, and other vehicles, as it appeared to our Board that the owners thereof ought not to be subjected to the expense and inconvenience of having to take out separate licenses and pay separate fees for each district. As regards the insignificant question of apportionment of license fees, we think the Parawai Board would have been willing to agree to any fair and reasonable terms, but we must decline to accept the preliminary conditions imposed by your Board as to the pledging of the Parawai Board to any line of action whatever in reference to the Municipal question. bbox=[453, 1461, 589, 1632]
